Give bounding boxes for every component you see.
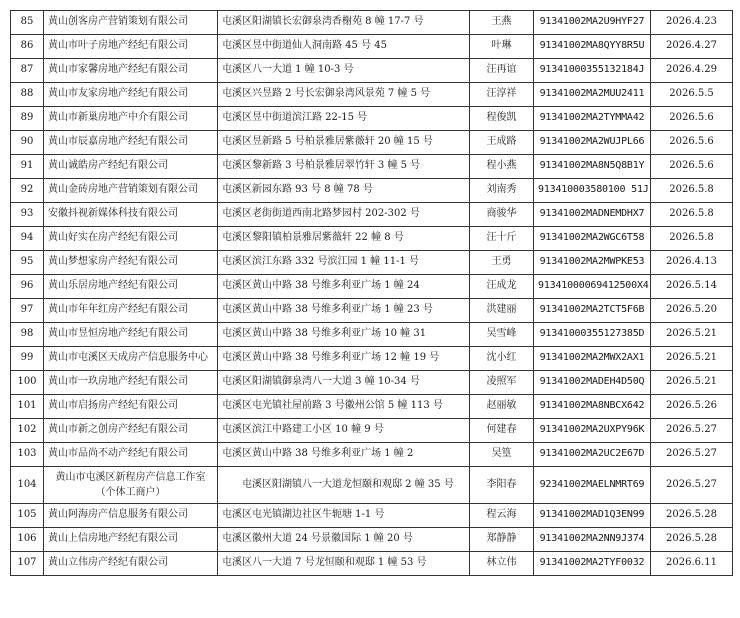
- record-date: 2026.5.8: [651, 203, 733, 227]
- credit-code: 91341000355132184J: [534, 59, 651, 83]
- legal-representative: 林立伟: [470, 552, 534, 576]
- company-name: [44, 467, 218, 504]
- legal-representative: 汪再谊: [470, 59, 534, 83]
- table-row: [11, 323, 733, 347]
- company-address: 屯溪区黄山中路 38 号维多利亚广场 1 幢 23 号: [218, 299, 470, 323]
- legal-representative: 王成路: [470, 131, 534, 155]
- legal-representative: 程云海: [470, 504, 534, 528]
- record-date: 2026.5.27: [651, 419, 733, 443]
- record-date: 2026.5.21: [651, 323, 733, 347]
- legal-representative: 何建春: [470, 419, 534, 443]
- table-row: [11, 203, 733, 227]
- company-name: 黄山好实在房产经纪有限公司: [44, 227, 218, 251]
- credit-code: 913410003580100 51J: [534, 179, 651, 203]
- company-address: 屯溪区昱新路 5 号柏景雅居紫薇轩 20 幢 15 号: [218, 131, 470, 155]
- record-date: 2026.4.23: [651, 11, 733, 35]
- table-row: [11, 35, 733, 59]
- company-name-line2: （个体工商户）: [95, 487, 166, 498]
- legal-representative: 程俊凯: [470, 107, 534, 131]
- credit-code: 91341002MAD1Q3EN99: [534, 504, 651, 528]
- company-address: 屯溪区八一大道 1 幢 10-3 号: [218, 59, 470, 83]
- row-number: 93: [11, 203, 44, 227]
- legal-representative: 汪淳祥: [470, 83, 534, 107]
- record-date: 2026.5.14: [651, 275, 733, 299]
- credit-code: 91341002MA8QYY8R5U: [534, 35, 651, 59]
- legal-representative: 洪建丽: [470, 299, 534, 323]
- legal-representative: 刘南秀: [470, 179, 534, 203]
- record-date: 2026.4.27: [651, 35, 733, 59]
- table-row: [11, 419, 733, 443]
- row-number: 86: [11, 35, 44, 59]
- table-row: [11, 299, 733, 323]
- record-date: 2026.5.6: [651, 107, 733, 131]
- row-number: 104: [11, 467, 44, 504]
- table-row: [11, 83, 733, 107]
- row-number: 103: [11, 443, 44, 467]
- company-address: 屯溪区徽州大道 24 号景徽国际 1 幢 20 号: [218, 528, 470, 552]
- table-row: [11, 227, 733, 251]
- record-date: 2026.5.8: [651, 227, 733, 251]
- company-name: 黄山立伟房产经纪有限公司: [44, 552, 218, 576]
- legal-representative: 赵丽敏: [470, 395, 534, 419]
- credit-code: 92341002MAELNMRT69: [534, 467, 651, 504]
- company-address: 屯溪区黄山中路 38 号维多利亚广场 12 幢 19 号: [218, 347, 470, 371]
- company-address: 屯溪区黎阳镇柏景雅居紫薇轩 22 幢 8 号: [218, 227, 470, 251]
- company-address: 屯溪区阳湖镇八一大道龙恒颐和观邸 2 幢 35 号: [218, 467, 470, 504]
- row-number: 97: [11, 299, 44, 323]
- agency-registry-table: [10, 10, 733, 576]
- company-address: 屯溪区兴昱路 2 号长宏御泉湾风景苑 7 幢 5 号: [218, 83, 470, 107]
- legal-representative: 凌照军: [470, 371, 534, 395]
- company-address: 屯溪区八一大道 7 号龙恒颐和观邸 1 幢 53 号: [218, 552, 470, 576]
- company-name: 黄山市一玖房地产经纪有限公司: [44, 371, 218, 395]
- company-name: 黄山乐居房地产经纪有限公司: [44, 275, 218, 299]
- record-date: 2026.5.8: [651, 179, 733, 203]
- credit-code: 91341002MA2UXPY96K: [534, 419, 651, 443]
- table-row: [11, 275, 733, 299]
- legal-representative: 叶琳: [470, 35, 534, 59]
- record-date: 2026.4.29: [651, 59, 733, 83]
- credit-code: 91341002MA2TYF0032: [534, 552, 651, 576]
- table-row: [11, 179, 733, 203]
- table-row: [11, 528, 733, 552]
- company-name: 黄山市昱恒房地产经纪有限公司: [44, 323, 218, 347]
- credit-code: 91341002MA2UC2E67D: [534, 443, 651, 467]
- table-row: [11, 347, 733, 371]
- legal-representative: 商骏华: [470, 203, 534, 227]
- company-name-line1: 黄山市屯溪区新程房产信息工作室: [55, 472, 206, 483]
- credit-code: 91341002MA2NN9J374: [534, 528, 651, 552]
- company-name: 黄山金砖房地产营销策划有限公司: [44, 179, 218, 203]
- row-number: 94: [11, 227, 44, 251]
- company-address: 屯溪区老街街道西南北路梦园村 202-302 号: [218, 203, 470, 227]
- row-number: 96: [11, 275, 44, 299]
- record-date: 2026.6.11: [651, 552, 733, 576]
- company-name: 黄山市友家房地产经纪有限公司: [44, 83, 218, 107]
- legal-representative: 李阳春: [470, 467, 534, 504]
- legal-representative: 程小燕: [470, 155, 534, 179]
- table-row: [11, 467, 733, 504]
- credit-code: 91341000355127385D: [534, 323, 651, 347]
- company-name: 黄山创客房产营销策划有限公司: [44, 11, 218, 35]
- row-number: 105: [11, 504, 44, 528]
- credit-code: 91341002MA2MUU2411: [534, 83, 651, 107]
- credit-code: 91341002MA8N5Q8B1Y: [534, 155, 651, 179]
- credit-code: 91341002MA2WUJPL66: [534, 131, 651, 155]
- legal-representative: 王燕: [470, 11, 534, 35]
- company-address: 屯溪区滨江东路 332 号滨江园 1 幢 11-1 号: [218, 251, 470, 275]
- row-number: 89: [11, 107, 44, 131]
- credit-code: 91341000069412500X4: [534, 275, 651, 299]
- company-address: 屯溪区昱中街道仙人洞南路 45 号 45: [218, 35, 470, 59]
- credit-code: 91341002MADEH4D50Q: [534, 371, 651, 395]
- record-date: 2026.5.27: [651, 443, 733, 467]
- legal-representative: 吴雪峰: [470, 323, 534, 347]
- company-address: 屯溪区新园东路 93 号 8 幢 78 号: [218, 179, 470, 203]
- company-address: 屯溪区阳湖镇御泉湾八一大道 3 幢 10-34 号: [218, 371, 470, 395]
- row-number: 102: [11, 419, 44, 443]
- legal-representative: 王勇: [470, 251, 534, 275]
- company-address: 屯溪区黎新路 3 号柏景雅居翠竹轩 3 幢 5 号: [218, 155, 470, 179]
- company-address: 屯溪区黄山中路 38 号维多利亚广场 10 幢 31: [218, 323, 470, 347]
- company-name: 安徽抖视新媒体科技有限公司: [44, 203, 218, 227]
- company-address: 屯溪区黄山中路 38 号维多利亚广场 1 幢 24: [218, 275, 470, 299]
- registry-document: [10, 10, 732, 576]
- row-number: 101: [11, 395, 44, 419]
- legal-representative: 吴篁: [470, 443, 534, 467]
- company-name: 黄山市启扬房产经纪有限公司: [44, 395, 218, 419]
- table-row: [11, 395, 733, 419]
- row-number: 92: [11, 179, 44, 203]
- table-row: [11, 59, 733, 83]
- company-name: 黄山市屯溪区天成房产信息服务中心: [44, 347, 218, 371]
- company-name: 黄山上信房地产经纪有限公司: [44, 528, 218, 552]
- record-date: 2026.5.5: [651, 83, 733, 107]
- company-name: 黄山诚皓房产经纪有限公司: [44, 155, 218, 179]
- row-number: 87: [11, 59, 44, 83]
- record-date: 2026.5.21: [651, 347, 733, 371]
- company-name: 黄山市新巢房地产中介有限公司: [44, 107, 218, 131]
- row-number: 106: [11, 528, 44, 552]
- record-date: 2026.5.6: [651, 131, 733, 155]
- record-date: 2026.5.28: [651, 528, 733, 552]
- row-number: 88: [11, 83, 44, 107]
- company-address: 屯溪区黄山中路 38 号维多利亚广场 1 幢 2: [218, 443, 470, 467]
- record-date: 2026.5.27: [651, 467, 733, 504]
- row-number: 100: [11, 371, 44, 395]
- company-name: 黄山市家馨房地产经纪有限公司: [44, 59, 218, 83]
- credit-code: 91341002MA2MWX2AX1: [534, 347, 651, 371]
- record-date: 2026.5.26: [651, 395, 733, 419]
- legal-representative: 汪成龙: [470, 275, 534, 299]
- table-row: [11, 131, 733, 155]
- company-address: 屯溪区昱中街道滨江路 22-15 号: [218, 107, 470, 131]
- legal-representative: 沈小红: [470, 347, 534, 371]
- row-number: 107: [11, 552, 44, 576]
- company-name: 黄山阿海房产信息服务有限公司: [44, 504, 218, 528]
- company-name: 黄山市品尚不动产经纪有限公司: [44, 443, 218, 467]
- company-name: 黄山梦想家房产经纪有限公司: [44, 251, 218, 275]
- company-name: 黄山市年年红房产经纪有限公司: [44, 299, 218, 323]
- record-date: 2026.5.6: [651, 155, 733, 179]
- company-address: 屯溪区阳湖镇长宏御泉湾香榭苑 8 幢 17-7 号: [218, 11, 470, 35]
- legal-representative: 郑静静: [470, 528, 534, 552]
- table-row: [11, 155, 733, 179]
- table-row: [11, 251, 733, 275]
- company-address: 屯溪区滨江中路建工小区 10 幢 9 号: [218, 419, 470, 443]
- table-row: [11, 11, 733, 35]
- credit-code: 91341002MA8NBCX642: [534, 395, 651, 419]
- table-row: [11, 552, 733, 576]
- record-date: 2026.5.28: [651, 504, 733, 528]
- company-name: 黄山市辰嘉房地产经纪有限公司: [44, 131, 218, 155]
- company-address: 屯溪区屯光镇湖边社区牛轭塘 1-1 号: [218, 504, 470, 528]
- legal-representative: 汪十斤: [470, 227, 534, 251]
- row-number: 90: [11, 131, 44, 155]
- credit-code: 91341002MA2MWPKE53: [534, 251, 651, 275]
- company-name: 黄山市新之创房产经纪有限公司: [44, 419, 218, 443]
- record-date: 2026.5.21: [651, 371, 733, 395]
- row-number: 98: [11, 323, 44, 347]
- record-date: 2026.4.13: [651, 251, 733, 275]
- table-row: [11, 107, 733, 131]
- credit-code: 91341002MA2TYMMA42: [534, 107, 651, 131]
- row-number: 95: [11, 251, 44, 275]
- company-name: 黄山市叶子房地产经纪有限公司: [44, 35, 218, 59]
- row-number: 99: [11, 347, 44, 371]
- table-body: [11, 11, 733, 576]
- company-address: 屯溪区屯光镇社屋前路 3 号徽州公馆 5 幢 113 号: [218, 395, 470, 419]
- table-row: [11, 371, 733, 395]
- credit-code: 91341002MA2TCT5F6B: [534, 299, 651, 323]
- credit-code: 91341002MADNEMDHX7: [534, 203, 651, 227]
- row-number: 85: [11, 11, 44, 35]
- table-row: [11, 443, 733, 467]
- credit-code: 91341002MA2U9HYF27: [534, 11, 651, 35]
- record-date: 2026.5.20: [651, 299, 733, 323]
- credit-code: 91341002MA2WGC6T58: [534, 227, 651, 251]
- row-number: 91: [11, 155, 44, 179]
- table-row: [11, 504, 733, 528]
